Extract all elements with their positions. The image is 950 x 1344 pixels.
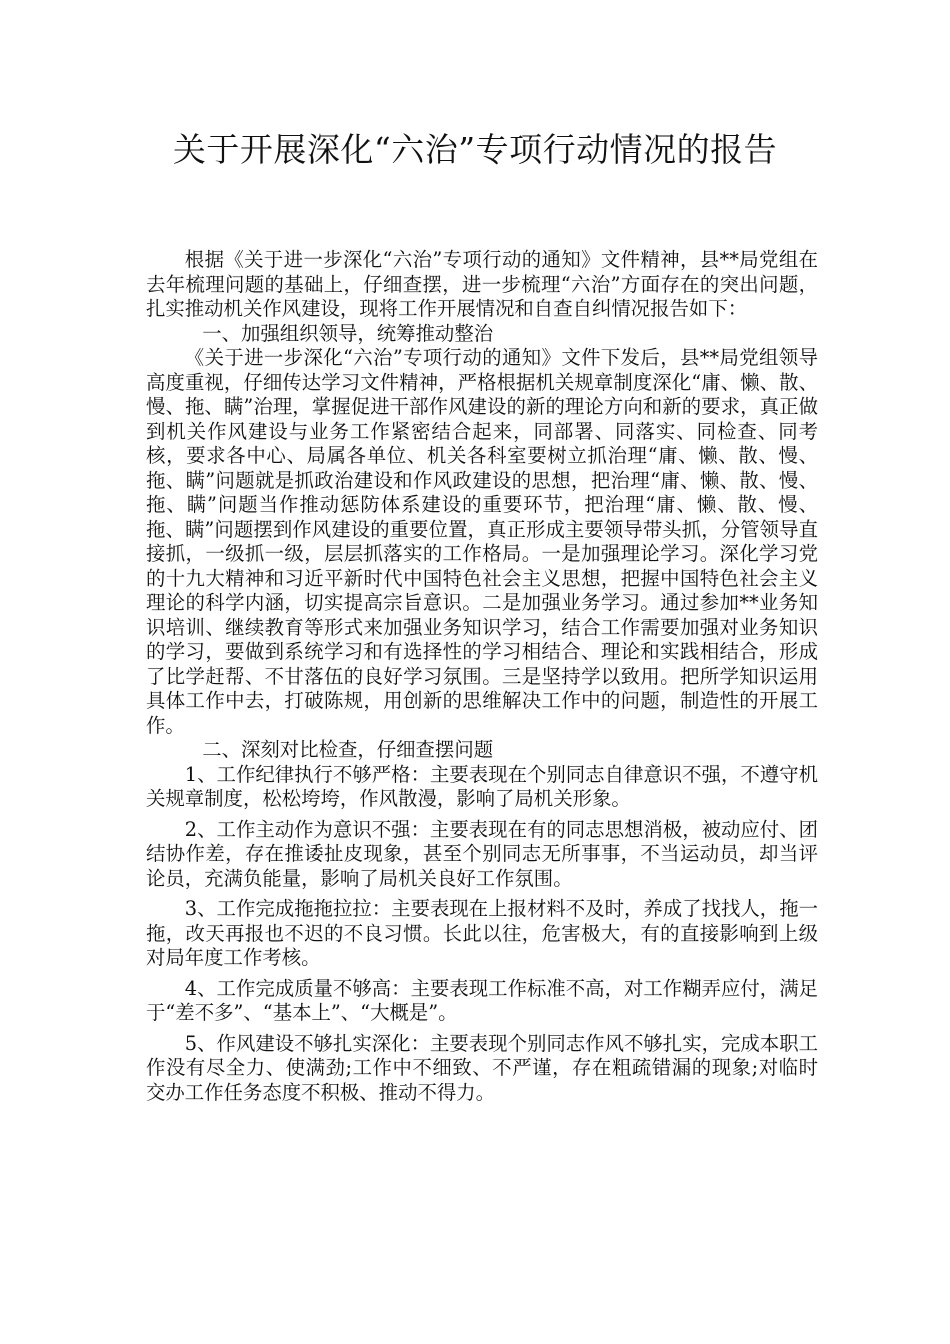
issue-item-1: 1、工作纪律执行不够严格：主要表现在个别同志自律意识不强，不遵守机关规章制度，松松垮垮，作风散漫，影响了局机关形象。 — [146, 762, 818, 810]
section-heading-2: 二、深刻对比检查，仔细查摆问题 — [202, 738, 494, 761]
section-1-paragraph: 《关于进一步深化“六治”专项行动的通知》文件下发后，县**局党组领导高度重视，仔细传达学习文件精神，严格根据机关规章制度深化“庸、懒、散、慢、拖、瞒”治理，掌握促进干部作风建设的新的理论方向和新的要求，真正做到机关作风建设与业务工作紧密结合起来，同部署、同落实、同检查、同考核，要求各中心、局属各单位、机关各科室要树立抓治理“庸、懒、散、慢、拖、瞒”问题就是抓政治建设和作风政建设的思想，把治理“庸、懒、散、慢、拖、瞒”问题当作推动惩防体系建设的重要环节，把治理“庸、懒、散、慢、拖、瞒”问题摆到作风建设的重要位置，真正形成主要领导带头抓，分管领导直接抓，一级抓一级，层层抓落实的工作格局。一是加强理论学习。深化学习党的十九大精神和习近平新时代中国特色社会主义思想，把握中国特色社会主义理论的科学内涵，切实提高宗旨意识。二是加强业务学习。通过参加**业务知识培训、继续教育等形式来加强业务知识学习，结合工作需要加强对业务知识的学习，要做到系统学习和有选择性的学习相结合、理论和实践相结合，形成了比学赶帮、不甘落伍的良好学习氛围。三是坚持学以致用。把所学知识运用具体工作中去，打破陈规，用创新的思维解决工作中的问题，制造性的开展工作。 — [146, 346, 818, 737]
issue-item-5: 5、作风建设不够扎实深化：主要表现个别同志作风不够扎实，完成本职工作没有尽全力、使满劲;工作中不细致、不严谨，存在粗疏错漏的现象;对临时交办工作任务态度不积极、推动不得力。 — [146, 1031, 818, 1104]
document-title: 关于开展深化“六治”专项行动情况的报告 — [172, 130, 778, 169]
issue-item-3: 3、工作完成拖拖拉拉：主要表现在上报材料不及时，养成了找找人，拖一拖，改天再报也不迟的不良习惯。长此以往，危害极大，有的直接影响到上级对局年度工作考核。 — [146, 897, 818, 969]
document-body — [146, 248, 818, 1111]
section-heading-1: 一、加强组织领导，统筹推动整治 — [202, 321, 494, 345]
issue-item-2: 2、工作主动作为意识不强：主要表现在有的同志思想消极，被动应付、团结协作差，存在推诿扯皮现象，甚至个别同志无所事事，不当运动员，却当评论员，充满负能量，影响了局机关良好工作氛围。 — [146, 817, 818, 890]
intro-paragraph: 根据《关于进一步深化“六治”专项行动的通知》文件精神，县**局党组在去年梳理问题的基础上，仔细查摆，进一步梳理“六治”方面存在的突出问题，扎实推动机关作风建设，现将工作开展情况和自查自纠情况报告如下： — [146, 248, 818, 320]
issue-item-4: 4、工作完成质量不够高：主要表现工作标准不高，对工作糊弄应付，满足于“差不多”、“基本上”、“大概是”。 — [146, 976, 818, 1024]
